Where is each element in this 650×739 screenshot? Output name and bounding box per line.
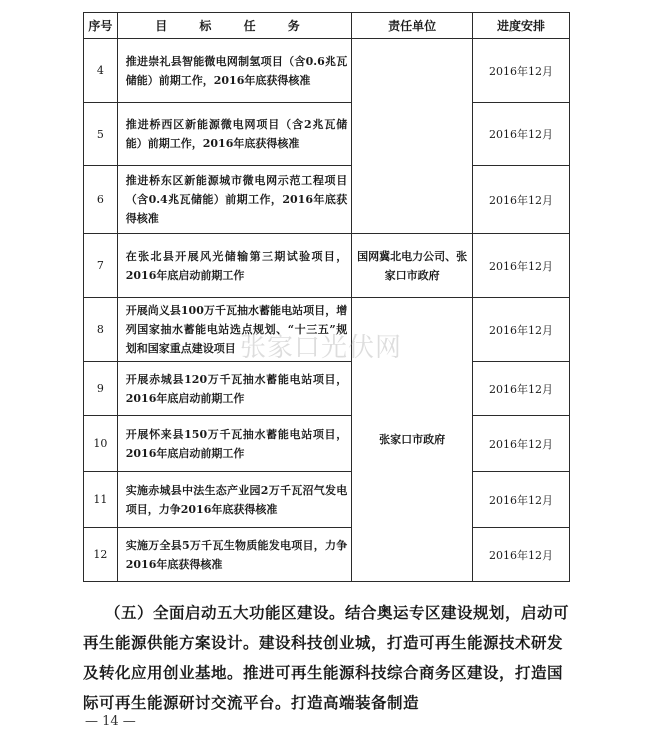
row-time: 2016年12月 [472,528,569,582]
table-row [84,234,570,298]
row-task: 推进桥东区新能源城市微电网示范工程项目（含0.4兆瓦储能）前期工作，2016年底获得核准 [117,166,352,234]
task-table [83,12,570,582]
row-time: 2016年12月 [472,472,569,528]
header-time: 进度安排 [472,13,569,39]
table-row [84,166,570,234]
row-no: 4 [84,39,118,103]
watermark: 张家口光伏网 [240,333,403,363]
body-paragraph [83,598,573,718]
table-header-row [84,13,570,39]
row-time: 2016年12月 [472,103,569,166]
table-row [84,362,570,416]
row-time: 2016年12月 [472,416,569,472]
table-row [84,472,570,528]
table-row [84,103,570,166]
row-unit-empty [352,39,473,234]
page-number: — 14 — [85,714,136,729]
row-no: 5 [84,103,118,166]
row-unit-state-grid: 国网冀北电力公司、张家口市政府 [352,234,473,298]
row-no: 9 [84,362,118,416]
table-row [84,39,570,103]
row-no: 7 [84,234,118,298]
row-time: 2016年12月 [472,298,569,362]
table-row [84,416,570,472]
header-no: 序号 [84,13,118,39]
row-no: 6 [84,166,118,234]
row-task: 推进桥西区新能源微电网项目（含2兆瓦储能）前期工作，2016年底获得核准 [117,103,352,166]
row-task: 开展赤城县120万千瓦抽水蓄能电站项目，2016年底启动前期工作 [117,362,352,416]
row-task: 开展怀来县150万千瓦抽水蓄能电站项目，2016年底启动前期工作 [117,416,352,472]
row-no: 12 [84,528,118,582]
row-time: 2016年12月 [472,39,569,103]
row-no: 10 [84,416,118,472]
row-task: 在张北县开展风光储输第三期试验项目，2016年底启动前期工作 [117,234,352,298]
table-row [84,528,570,582]
row-time: 2016年12月 [472,234,569,298]
paragraph-text: （五）全面启动五大功能区建设。结合奥运专区建设规划，启动可再生能源供能方案设计。建设科技创业城，打造可再生能源技术研发及转化应用创业基地。推进可再生能源科技综合商务区建设，打造国际可再生能源研讨交流平台。打造高端装备制造 [83,603,570,712]
row-time: 2016年12月 [472,166,569,234]
row-task: 推进崇礼县智能微电网制氢项目（含0.6兆瓦储能）前期工作，2016年底获得核准 [117,39,352,103]
row-task: 开展尚义县100万千瓦抽水蓄能电站项目，增列国家抽水蓄能电站选点规划、“十三五”规划和国家重点建设项目 [117,298,352,362]
header-unit: 责任单位 [352,13,473,39]
row-task: 实施万全县5万千瓦生物质能发电项目，力争2016年底获得核准 [117,528,352,582]
row-no: 8 [84,298,118,362]
row-no: 11 [84,472,118,528]
header-task: 目 标 任 务 [117,13,352,39]
row-unit-city-gov: 张家口市政府 [352,298,473,582]
row-time: 2016年12月 [472,362,569,416]
row-task: 实施赤城县中法生态产业园2万千瓦沼气发电项目，力争2016年底获得核准 [117,472,352,528]
